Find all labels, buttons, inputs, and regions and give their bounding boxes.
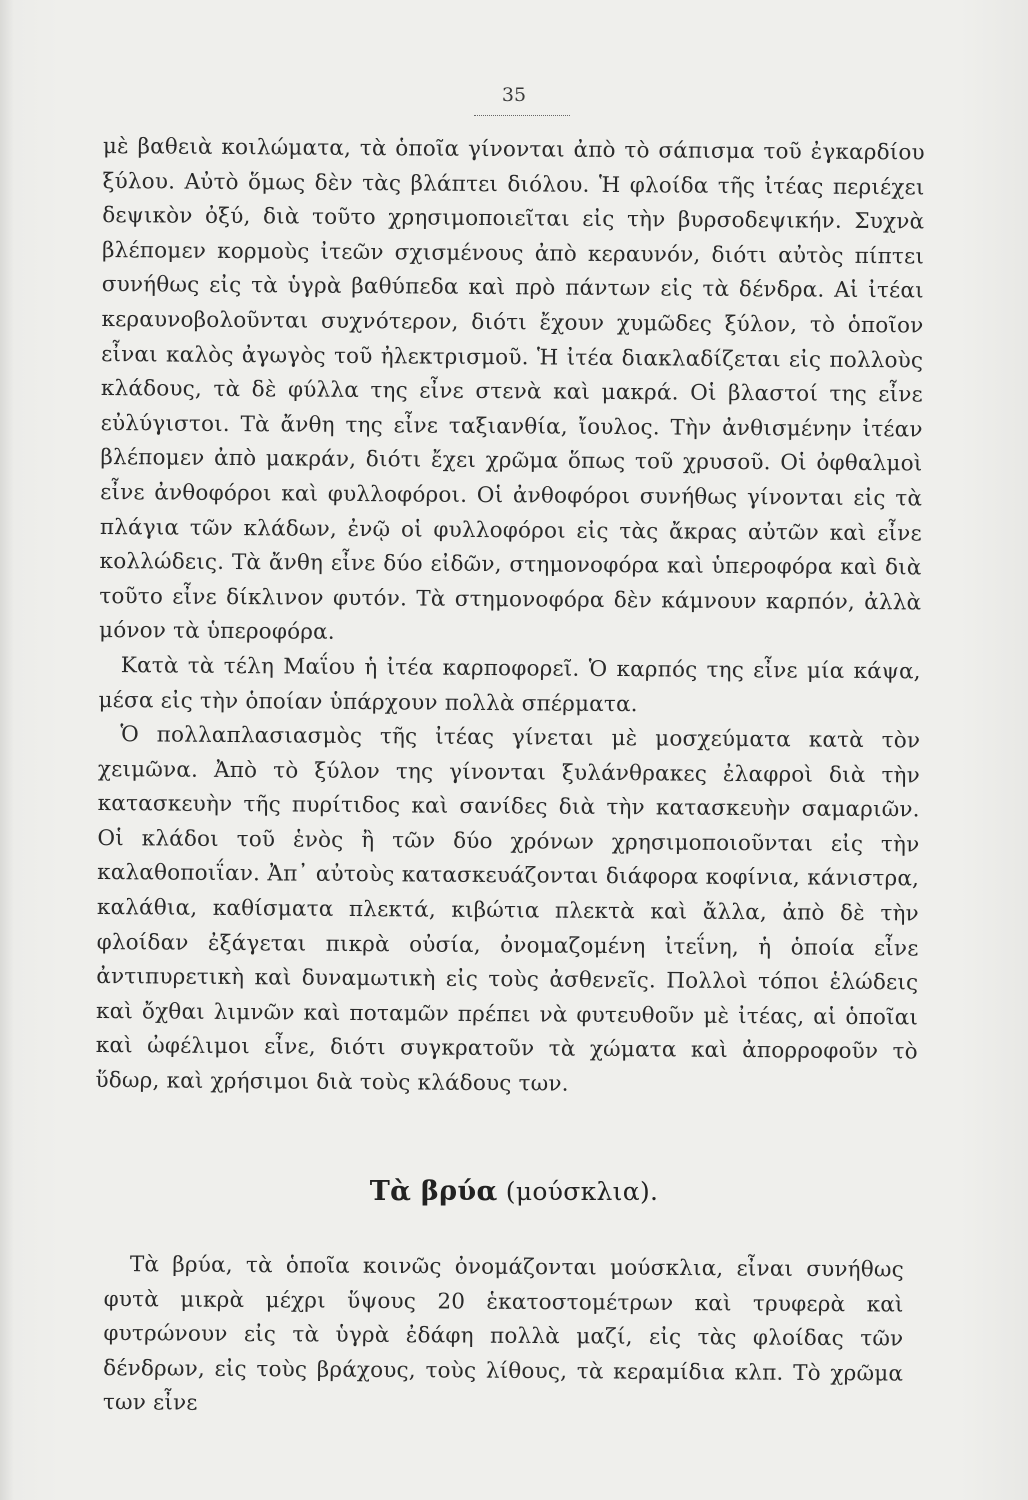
paragraph-willow-uses: Ὁ πολλαπλασιασμὸς τῆς ἰτέας γίνεται μὲ μοσχεύματα κατὰ τὸν χειμῶνα. Ἀπὸ τὸ ξύλον της γίνονται ξυλάνθρακες ἐλαφροὶ διὰ τὴν κατασκευὴν τῆς πυρίτιδος καὶ σανίδες διὰ τὴν κατασκευὴν σαμαριῶν. Οἱ κλάδοι τοῦ ἑνὸς ἢ τῶν δύο χρόνων χρησιμοποιοῦνται εἰς τὴν καλαθοποιΐαν. Ἀπ᾽ αὐτοὺς κατασκευάζονται διάφορα κοφίνια, κάνιστρα, καλάθια, καθίσματα πλεκτά, κιβώτια πλεκτὰ καὶ ἄλλα, ἀπὸ δὲ τὴν φλοίδαν ἐξάγεται πικρὰ οὐσία, ὀνομαζομένη ἰτεΐνη, ἡ ὁποία εἶνε ἀντιπυρετικὴ καὶ δυναμωτικὴ εἰς τοὺς ἀσθενεῖς. Πολλοὶ τόποι ἑλώδεις καὶ ὄχθαι λιμνῶν καὶ ποταμῶν πρέπει νὰ φυτευθοῦν μὲ ἰτέας, αἱ ὁποῖαι καὶ ὠφέλιμοι εἶνε, διότι συγκρατοῦν τὰ χώματα καὶ ἀπορροφοῦν τὸ ὕδωρ, καὶ χρήσιμοι διὰ τοὺς κλάδους των.: [95, 722, 921, 1097]
page-number: 35: [501, 84, 527, 106]
section-heading-mosses: [0, 1176, 1028, 1207]
willow-section-text: [95, 130, 925, 1105]
page-number-rule: [474, 115, 570, 116]
paragraph-willow-fruit: Κατὰ τὰ τέλη Μαΐου ἡ ἰτέα καρποφορεῖ. Ὁ καρπός της εἶνε μία κάψα, μέσα εἰς τὴν ὁποίαν ὑπάρχουν πολλὰ σπέρματα.: [98, 653, 921, 717]
moss-section-text: [103, 1248, 904, 1427]
heading-subtitle: (μούσκλια).: [497, 1177, 659, 1206]
heading-main: Τὰ βρύα: [369, 1176, 498, 1207]
paragraph-mosses-intro: Τὰ βρύα, τὰ ὁποῖα κοινῶς ὀνομάζονται μούσκλια, εἶναι συνήθως φυτὰ μικρὰ μέχρι ὕψους 20 ἑκατοστομέτρων καὶ τρυφερὰ καὶ φυτρώνουν εἰς τὰ ὑγρὰ ἐδάφη πολλὰ μαζί, εἰς τὰς φλοίδας τῶν δένδρων, εἰς τοὺς βράχους, τοὺς λίθους, τὰ κεραμίδια κλπ. Τὸ χρῶμα των εἶνε: [102, 1252, 904, 1417]
paragraph-willow-bark: μὲ βαθειὰ κοιλώματα, τὰ ὁποῖα γίνονται ἀπὸ τὸ σάπισμα τοῦ ἐγκαρδίου ξύλου. Αὐτὸ ὅμως δὲν τὰς βλάπτει διόλου. Ἡ φλοίδα τῆς ἰτέας περιέχει δεψικὸν ὀξύ, διὰ τοῦτο χρησιμοποιεῖται εἰς τὴν βυρσοδεψικήν. Συχνὰ βλέπομεν κορμοὺς ἰτεῶν σχισμένους ἀπὸ κεραυνόν, διότι αὐτὸς πίπτει συνήθως εἰς τὰ ὑγρὰ βαθύπεδα καὶ πρὸ πάντων εἰς τὰ δένδρα. Αἱ ἰτέαι κεραυνοβολοῦνται συχνότερον, διότι ἔχουν χυμῶδες ξύλον, τὸ ὁποῖον εἶναι καλὸς ἀγωγὸς τοῦ ἠλεκτρισμοῦ. Ἡ ἰτέα διακλαδίζεται εἰς πολλοὺς κλάδους, τὰ δὲ φύλλα της εἶνε στενὰ καὶ μακρά. Οἱ βλαστοί της εἶνε εὐλύγιστοι. Τὰ ἄνθη της εἶνε ταξιανθία, ἴουλος. Τὴν ἀνθισμένην ἰτέαν βλέπομεν ἀπὸ μακράν, διότι ἔχει χρῶμα ὅπως τοῦ χρυσοῦ. Οἱ ὀφθαλμοὶ εἶνε ἀνθοφόροι καὶ φυλλοφόροι. Οἱ ἀνθοφόροι συνήθως γίνονται εἰς τὰ πλάγια τῶν κλάδων, ἐνῷ οἱ φυλλοφόροι εἰς τὰς ἄκρας αὐτῶν καὶ εἶνε κολλώδεις. Τὰ ἄνθη εἶνε δύο εἰδῶν, στημονοφόρα καὶ ὑπεροφόρα καὶ διὰ τοῦτο εἶνε δίκλινον φυτόν. Τὰ στημονοφόρα δὲν κάμνουν καρπόν, ἀλλὰ μόνον τὰ ὑπεροφόρα.: [98, 133, 925, 646]
